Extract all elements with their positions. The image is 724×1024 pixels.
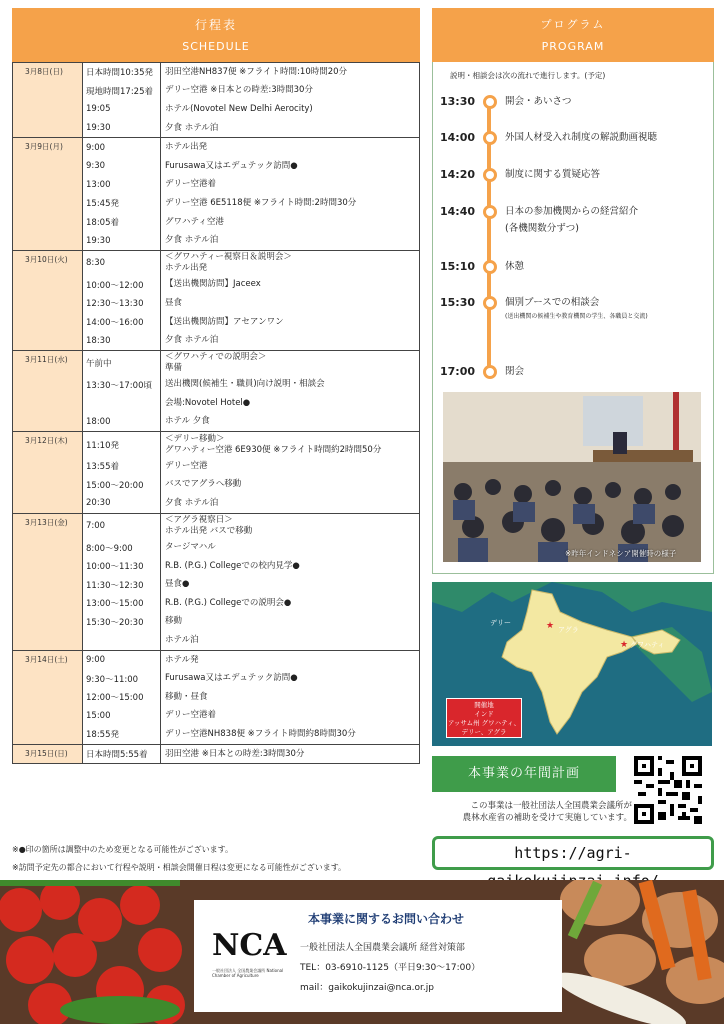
- schedule-title-en: SCHEDULE: [182, 40, 250, 53]
- schedule-time: 9:30: [83, 157, 161, 176]
- schedule-time: 9:30～11:00: [83, 669, 161, 688]
- schedule-activity-text: ホテル泊: [165, 635, 199, 646]
- schedule-activity-text: Furusawa又はエデュテック訪問●: [165, 160, 298, 171]
- schedule-activity-text-2: ホテル出発: [165, 263, 208, 274]
- schedule-time: 14:00～16:00: [83, 313, 161, 332]
- schedule-activity: [161, 673, 419, 684]
- schedule-time: 13:30～17:00頃: [83, 376, 161, 395]
- schedule-time: 18:30: [83, 331, 161, 350]
- contact-title: 本事業に関するお問い合わせ: [308, 912, 465, 926]
- schedule-note-1: ※●印の箇所は調整中のため変更となる可能性がございます。: [12, 845, 234, 854]
- contact-tel: TEL：03-6910-1125（平日9:30～17:00）: [300, 963, 481, 973]
- schedule-day: [13, 744, 419, 764]
- schedule-row: [83, 457, 419, 476]
- program-item: [440, 260, 524, 274]
- schedule-activity-text: 夕食 ホテル泊: [165, 122, 219, 133]
- schedule-row: [83, 213, 419, 232]
- program-label: 閉会: [505, 366, 525, 377]
- program-header: [432, 8, 714, 62]
- schedule-time: 10:00～11:30: [83, 557, 161, 576]
- schedule-time: 19:30: [83, 231, 161, 250]
- schedule-activity: [161, 298, 419, 309]
- schedule-activity: [161, 161, 419, 172]
- schedule-activity: [161, 416, 419, 427]
- schedule-activity-text: タージマハル: [165, 542, 216, 553]
- schedule-activity-text: 移動・昼食: [165, 691, 208, 702]
- schedule-time: 8:00～9:00: [83, 538, 161, 557]
- schedule-row: [83, 413, 419, 432]
- schedule-activity: [161, 692, 419, 703]
- program-title-en: PROGRAM: [541, 40, 605, 53]
- schedule-activity-text: グワハティ空港: [165, 216, 224, 227]
- schedule-row: [83, 538, 419, 557]
- schedule-activity: [161, 252, 419, 274]
- schedule-activity-text: ホテル 夕食: [165, 416, 210, 427]
- schedule-activity: [161, 542, 419, 553]
- nca-logo: NCA: [212, 928, 287, 963]
- schedule-row: [83, 575, 419, 594]
- photo-caption: ※昨年インドネシア開催時の様子: [565, 549, 677, 558]
- schedule-activity: [161, 142, 419, 153]
- schedule-day: [13, 431, 419, 512]
- schedule-row: [83, 688, 419, 707]
- schedule-activity-text: デリー空港 6E5118便 ※フライト時間:2時間30分: [165, 197, 357, 208]
- schedule-activity-text: ＜デリー移動＞: [165, 433, 225, 444]
- schedule-row: [83, 138, 419, 157]
- schedule-activity-text: バスでアグラへ移動: [165, 479, 242, 490]
- program-item: [440, 131, 657, 145]
- schedule-activity: [161, 279, 419, 290]
- legend-line-3: デリー、アグラ: [461, 728, 507, 736]
- schedule-activity: [161, 335, 419, 346]
- program-label: 開会・あいさつ: [505, 96, 572, 107]
- schedule-row: [83, 63, 419, 82]
- program-label: 休憩: [505, 261, 525, 272]
- schedule-row: [83, 100, 419, 119]
- schedule-row: [83, 475, 419, 494]
- schedule-activity-text: 夕食 ホテル泊: [165, 497, 219, 508]
- schedule-activity-text: 昼食: [165, 297, 183, 308]
- schedule-day: [13, 137, 419, 250]
- schedule-activity-text: 【送出機関訪問】Jaceex: [165, 279, 261, 290]
- schedule-time: 8:30: [83, 251, 161, 276]
- schedule-day: [13, 513, 419, 650]
- schedule-day-date: 3月12日(木): [13, 432, 83, 512]
- schedule-time: 13:00: [83, 176, 161, 195]
- program-time: 13:30: [440, 95, 476, 108]
- schedule-time: 10:00～12:00: [83, 276, 161, 295]
- schedule-day-date: 3月10日(火): [13, 251, 83, 350]
- schedule-time: 13:55着: [83, 457, 161, 476]
- schedule-activity-text: 会場:Novotel Hotel●: [165, 397, 251, 408]
- schedule-time: 9:00: [83, 138, 161, 157]
- schedule-activity-text-2: グワハティー空港 6E930便 ※フライト時間約2時間50分: [165, 444, 382, 455]
- schedule-row: [83, 725, 419, 744]
- timeline-dot-icon: [483, 131, 497, 145]
- program-label: 外国人材受入れ制度の解説動画視聴: [505, 132, 658, 143]
- schedule-activity: [161, 179, 419, 190]
- program-item: [440, 365, 524, 379]
- schedule-day: [13, 62, 419, 137]
- schedule-activity: [161, 561, 419, 572]
- schedule-activity: [161, 434, 419, 456]
- schedule-activity-text: 夕食 ホテル泊: [165, 335, 219, 346]
- program-time: 15:30: [440, 296, 476, 309]
- program-label: 日本の参加機関からの経営紹介: [505, 206, 639, 217]
- schedule-activity: [161, 398, 419, 409]
- program-time: 15:10: [440, 260, 476, 273]
- program-label: 個別ブースでの相談会: [505, 297, 600, 308]
- program-time: 14:40: [440, 205, 476, 218]
- schedule-activity: [161, 235, 419, 246]
- schedule-time: 20:30: [83, 494, 161, 513]
- schedule-activity-text: 送出機関(候補生・職員)向け説明・相談会: [165, 379, 325, 390]
- schedule-table: [12, 62, 420, 764]
- schedule-day-date: 3月11日(水): [13, 351, 83, 431]
- schedule-activity-text-2: 準備: [165, 363, 183, 374]
- schedule-row: [83, 514, 419, 539]
- schedule-time: 日本時間10:35発: [83, 63, 161, 82]
- timeline-dot-icon: [483, 365, 497, 379]
- schedule-time: 15:30～20:30: [83, 613, 161, 632]
- schedule-activity: [161, 352, 419, 374]
- schedule-activity: [161, 749, 419, 760]
- schedule-row: [83, 294, 419, 313]
- schedule-activity-text: ホテル発: [165, 654, 199, 665]
- schedule-day-date: 3月14日(土): [13, 651, 83, 744]
- contact-org: 一般社団法人全国農業会議所 経営対策部: [300, 943, 465, 953]
- schedule-row: [83, 557, 419, 576]
- program-label: 制度に関する質疑応答: [505, 169, 601, 180]
- schedule-activity-text: ＜グワハティでの説明会＞: [165, 352, 267, 363]
- qr-code[interactable]: [634, 756, 702, 824]
- schedule-activity-text: 【送出機関訪問】アセアンワン: [165, 316, 284, 327]
- program-item: [440, 205, 638, 236]
- schedule-activity: [161, 67, 419, 78]
- subsidy-note: [432, 800, 632, 824]
- schedule-activity: [161, 710, 419, 721]
- schedule-day-date: 3月15日(日): [13, 745, 83, 764]
- schedule-row: [83, 82, 419, 101]
- subsidy-line-2: 農林水産省の補助を受けて実施しています。: [462, 813, 632, 823]
- map-legend: [446, 698, 522, 738]
- star-icon: ★: [620, 640, 629, 650]
- timeline-dot-icon: [483, 205, 497, 219]
- schedule-activity-text: 羽田空港 ※日本との時差:3時間30分: [165, 748, 305, 759]
- schedule-time: 11:10発: [83, 432, 161, 457]
- legend-title: 開催地: [474, 701, 494, 709]
- schedule-time: 19:30: [83, 119, 161, 138]
- schedule-row: [83, 313, 419, 332]
- event-photo: [443, 392, 701, 562]
- schedule-activity-text: R.B. (P.G.) Collegeでの説明会●: [165, 597, 292, 608]
- schedule-activity-text: ＜アグラ視察日＞: [165, 514, 233, 525]
- schedule-row: [83, 707, 419, 726]
- program-title-ja: プログラム: [540, 18, 606, 31]
- schedule-time: 11:30～12:30: [83, 575, 161, 594]
- schedule-time: 15:00～20:00: [83, 475, 161, 494]
- schedule-row: [83, 157, 419, 176]
- schedule-row: [83, 631, 419, 650]
- schedule-activity-text: ホテル(Novotel New Delhi Aerocity): [165, 103, 313, 114]
- schedule-activity-text: デリー空港着: [165, 710, 217, 721]
- timeline-dot-icon: [483, 260, 497, 274]
- program-time: 14:00: [440, 131, 476, 144]
- schedule-activity-text: デリー空港 ※日本との時差:3時間30分: [165, 85, 313, 96]
- schedule-time: [83, 394, 161, 413]
- schedule-time: 13:00～15:00: [83, 594, 161, 613]
- schedule-activity: [161, 655, 419, 666]
- schedule-row: [83, 351, 419, 376]
- schedule-activity: [161, 123, 419, 134]
- schedule-activity-text: デリー空港NH838便 ※フライト時間約8時間30分: [165, 728, 356, 739]
- schedule-time: 12:00～15:00: [83, 688, 161, 707]
- schedule-row: [83, 276, 419, 295]
- legend-line-1: インド: [474, 710, 494, 718]
- timeline-dot-icon: [483, 168, 497, 182]
- schedule-title-ja: 行程表: [194, 18, 237, 32]
- schedule-time: 18:55発: [83, 725, 161, 744]
- schedule-row: [83, 669, 419, 688]
- program-time: 14:20: [440, 168, 476, 181]
- schedule-row: [83, 745, 419, 764]
- program-item: [440, 296, 648, 321]
- schedule-time: 19:05: [83, 100, 161, 119]
- schedule-activity: [161, 598, 419, 609]
- schedule-header: [12, 8, 420, 62]
- star-icon: ★: [546, 621, 555, 631]
- schedule-time: 15:00: [83, 707, 161, 726]
- map-label-delhi: デリー: [490, 619, 511, 627]
- schedule-row: [83, 594, 419, 613]
- schedule-activity-text: デリー空港着: [165, 179, 217, 190]
- schedule-time: 12:30～13:30: [83, 294, 161, 313]
- schedule-activity: [161, 85, 419, 96]
- schedule-day: [13, 650, 419, 744]
- schedule-note-2: ※訪問予定先の都合において行程や説明・相談会開催日程は変更になる可能性がございます。: [12, 863, 347, 872]
- schedule-activity: [161, 461, 419, 472]
- schedule-row: [83, 331, 419, 350]
- schedule-row: [83, 432, 419, 457]
- schedule-activity-text: 夕食 ホテル泊: [165, 235, 219, 246]
- schedule-time: 18:00: [83, 413, 161, 432]
- schedule-time: [83, 631, 161, 650]
- schedule-activity: [161, 104, 419, 115]
- schedule-row: [83, 376, 419, 395]
- schedule-activity-text: デリー空港: [165, 460, 208, 471]
- schedule-activity-text: ホテル出発: [165, 142, 208, 153]
- schedule-activity-text: 羽田空港NH837便 ※フライト時間:10時間20分: [165, 66, 348, 77]
- program-item: [440, 168, 600, 182]
- annual-plan-button[interactable]: 本事業の年間計画: [432, 756, 616, 792]
- schedule-row: [83, 613, 419, 632]
- schedule-activity: [161, 729, 419, 740]
- schedule-day: [13, 250, 419, 350]
- schedule-activity: [161, 616, 419, 627]
- schedule-day-date: 3月9日(月): [13, 138, 83, 250]
- schedule-row: [83, 494, 419, 513]
- schedule-activity: [161, 635, 419, 646]
- schedule-time: 日本時間5:55着: [83, 745, 161, 764]
- schedule-activity: [161, 317, 419, 328]
- schedule-row: [83, 119, 419, 138]
- schedule-activity: [161, 515, 419, 537]
- schedule-activity-text-2: ホテル出発 バスで移動: [165, 525, 253, 536]
- schedule-row: [83, 394, 419, 413]
- schedule-activity: [161, 579, 419, 590]
- schedule-activity: [161, 198, 419, 209]
- schedule-activity: [161, 217, 419, 228]
- contact-mail[interactable]: mail：gaikokujinzai@nca.or.jp: [300, 983, 434, 993]
- schedule-day: [13, 350, 419, 431]
- schedule-row: [83, 194, 419, 213]
- program-time: 17:00: [440, 365, 476, 378]
- schedule-day-date: 3月13日(金): [13, 514, 83, 650]
- program-item: [440, 95, 572, 109]
- schedule-activity-text: ＜グワハティー視察日＆説明会＞: [165, 252, 292, 263]
- schedule-time: 現地時間17:25着: [83, 82, 161, 101]
- website-link[interactable]: https://agri-: [432, 836, 714, 870]
- schedule-row: [83, 176, 419, 195]
- schedule-activity: [161, 498, 419, 509]
- nca-logo-subtitle: 一般社団法人 全国農業会議所 National Chamber of Agriculture: [212, 968, 284, 978]
- schedule-activity: [161, 479, 419, 490]
- subsidy-line-1: この事業は一般社団法人全国農業会議所が: [470, 801, 632, 811]
- program-label-2: (各機関数分ずつ): [505, 223, 579, 234]
- schedule-activity-text: 昼食●: [165, 579, 190, 590]
- schedule-activity-text: R.B. (P.G.) Collegeでの校内見学●: [165, 560, 300, 571]
- timeline-dot-icon: [483, 95, 497, 109]
- schedule-row: [83, 651, 419, 670]
- schedule-time: 午前中: [83, 351, 161, 376]
- timeline-dot-icon: [483, 296, 497, 310]
- program-sub: (送出機関の候補生や教育機関の学生、各職員と交流): [505, 313, 648, 320]
- map-label-agra: アグラ: [558, 626, 579, 634]
- schedule-activity-text: 移動: [165, 616, 183, 627]
- map-label-guwahati: グワハティ: [630, 641, 665, 649]
- program-intro: 説明・相談会は次の流れで進行します。(予定): [450, 71, 606, 80]
- legend-line-2: アッサム州 グワハティ、: [447, 719, 521, 727]
- schedule-time: 18:05着: [83, 213, 161, 232]
- schedule-row: [83, 231, 419, 250]
- schedule-activity-text: Furusawa又はエデュテック訪問●: [165, 673, 298, 684]
- schedule-time: 9:00: [83, 651, 161, 670]
- schedule-time: 7:00: [83, 514, 161, 539]
- schedule-time: 15:45発: [83, 194, 161, 213]
- schedule-activity: [161, 379, 419, 390]
- schedule-row: [83, 251, 419, 276]
- schedule-day-date: 3月8日(日): [13, 63, 83, 137]
